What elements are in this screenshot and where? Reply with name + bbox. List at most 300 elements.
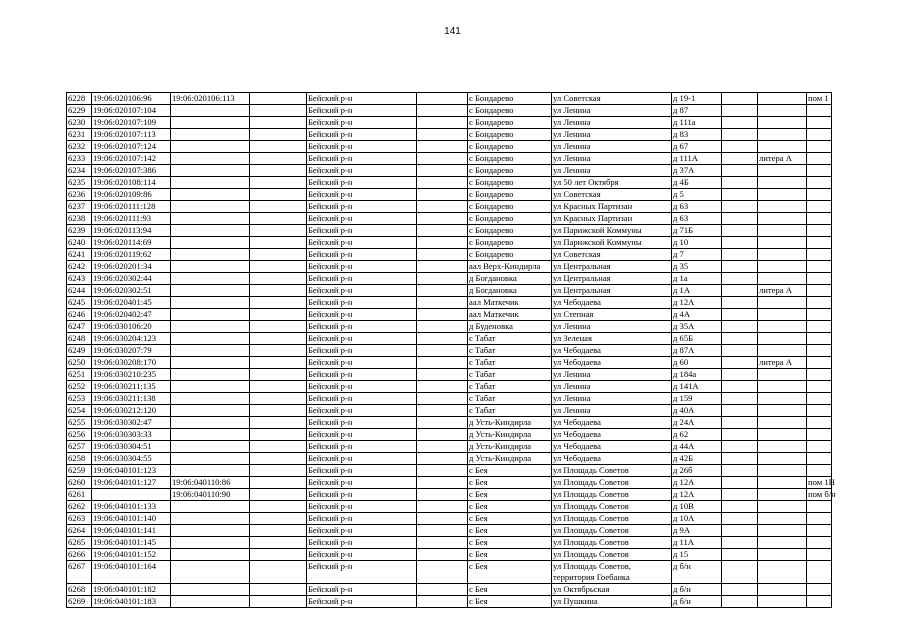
linked-cadastral-cell	[171, 429, 250, 441]
blank-cell	[722, 153, 758, 165]
cadastral-number-cell: 19:06:020119:62	[92, 249, 171, 261]
blank-cell	[250, 405, 307, 417]
premise-cell	[807, 345, 832, 357]
house-cell: д 60	[672, 357, 722, 369]
row-number-cell: 6266	[67, 549, 92, 561]
cadastral-number-cell: 19:06:030303:33	[92, 429, 171, 441]
cadastral-number-cell: 19:06:020114:69	[92, 237, 171, 249]
settlement-cell: д Буденовка	[468, 321, 552, 333]
table-row	[67, 489, 832, 501]
row-number-cell: 6244	[67, 285, 92, 297]
row-number-cell: 6229	[67, 105, 92, 117]
house-cell: д 24А	[672, 417, 722, 429]
house-cell: д 12А	[672, 489, 722, 501]
blank-cell	[417, 153, 468, 165]
cadastral-number-cell: 19:06:040101:141	[92, 525, 171, 537]
cadastral-number-cell: 19:06:030211:138	[92, 393, 171, 405]
cadastral-number-cell: 19:06:020107:109	[92, 117, 171, 129]
blank-cell	[417, 441, 468, 453]
letter-cell: литера А	[758, 153, 807, 165]
premise-cell	[807, 261, 832, 273]
linked-cadastral-cell	[171, 153, 250, 165]
row-number-cell: 6248	[67, 333, 92, 345]
blank-cell	[722, 584, 758, 596]
row-number-cell: 6238	[67, 213, 92, 225]
linked-cadastral-cell	[171, 357, 250, 369]
row-number-cell: 6242	[67, 261, 92, 273]
blank-cell	[722, 117, 758, 129]
cadastral-number-cell: 19:06:040101:127	[92, 477, 171, 489]
premise-cell	[807, 201, 832, 213]
street-cell: ул Ленина	[552, 105, 672, 117]
row-number-cell: 6258	[67, 453, 92, 465]
street-cell: ул Площадь Советов	[552, 513, 672, 525]
linked-cadastral-cell	[171, 177, 250, 189]
letter-cell	[758, 489, 807, 501]
blank-cell	[417, 165, 468, 177]
settlement-cell: аал Маткечик	[468, 309, 552, 321]
blank-cell	[417, 537, 468, 549]
district-cell: Бейский р-н	[307, 369, 417, 381]
district-cell: Бейский р-н	[307, 393, 417, 405]
blank-cell	[722, 596, 758, 608]
blank-cell	[417, 477, 468, 489]
street-cell: ул Площадь Советов	[552, 537, 672, 549]
letter-cell: литера А	[758, 357, 807, 369]
cadastral-number-cell: 19:06:020109:86	[92, 189, 171, 201]
linked-cadastral-cell	[171, 465, 250, 477]
blank-cell	[417, 369, 468, 381]
blank-cell	[417, 93, 468, 105]
district-cell: Бейский р-н	[307, 237, 417, 249]
row-number-cell: 6228	[67, 93, 92, 105]
house-cell: д 62	[672, 429, 722, 441]
blank-cell	[417, 561, 468, 584]
letter-cell	[758, 93, 807, 105]
letter-cell	[758, 537, 807, 549]
letter-cell	[758, 549, 807, 561]
table-row	[67, 141, 832, 153]
table-row	[67, 381, 832, 393]
settlement-cell: д Богдановка	[468, 273, 552, 285]
street-cell: ул Ленина	[552, 165, 672, 177]
blank-cell	[722, 441, 758, 453]
letter-cell	[758, 596, 807, 608]
blank-cell	[722, 201, 758, 213]
cadastral-number-cell: 19:06:040101:183	[92, 596, 171, 608]
table-row	[67, 285, 832, 297]
house-cell: д 10	[672, 237, 722, 249]
street-cell: ул Чебодаева	[552, 297, 672, 309]
row-number-cell: 6232	[67, 141, 92, 153]
district-cell: Бейский р-н	[307, 177, 417, 189]
blank-cell	[250, 549, 307, 561]
linked-cadastral-cell	[171, 393, 250, 405]
linked-cadastral-cell	[171, 309, 250, 321]
row-number-cell: 6231	[67, 129, 92, 141]
linked-cadastral-cell	[171, 513, 250, 525]
blank-cell	[722, 333, 758, 345]
letter-cell	[758, 105, 807, 117]
street-cell: ул Степная	[552, 309, 672, 321]
linked-cadastral-cell: 19:06:020106:113	[171, 93, 250, 105]
district-cell: Бейский р-н	[307, 141, 417, 153]
row-number-cell: 6230	[67, 117, 92, 129]
settlement-cell: с Бондарево	[468, 177, 552, 189]
row-number-cell: 6260	[67, 477, 92, 489]
street-cell: ул Площадь Советов	[552, 501, 672, 513]
settlement-cell: с Бея	[468, 477, 552, 489]
blank-cell	[722, 129, 758, 141]
house-cell: д 42Б	[672, 453, 722, 465]
row-number-cell: 6267	[67, 561, 92, 584]
row-number-cell: 6268	[67, 584, 92, 596]
settlement-cell: с Табат	[468, 345, 552, 357]
linked-cadastral-cell	[171, 117, 250, 129]
blank-cell	[250, 117, 307, 129]
blank-cell	[417, 345, 468, 357]
blank-cell	[722, 165, 758, 177]
premise-cell	[807, 117, 832, 129]
table-row	[67, 297, 832, 309]
premise-cell	[807, 153, 832, 165]
settlement-cell: с Бондарево	[468, 201, 552, 213]
house-cell: д 9А	[672, 525, 722, 537]
blank-cell	[722, 357, 758, 369]
street-cell: ул Ленина	[552, 117, 672, 129]
table-row	[67, 561, 832, 584]
blank-cell	[722, 513, 758, 525]
district-cell: Бейский р-н	[307, 417, 417, 429]
district-cell: Бейский р-н	[307, 285, 417, 297]
street-cell: ул Площадь Советов	[552, 549, 672, 561]
blank-cell	[250, 417, 307, 429]
premise-cell	[807, 297, 832, 309]
premise-cell	[807, 321, 832, 333]
premise-cell: пом 1	[807, 93, 832, 105]
table-row	[67, 249, 832, 261]
linked-cadastral-cell	[171, 189, 250, 201]
house-cell: д 63	[672, 201, 722, 213]
table-row	[67, 129, 832, 141]
linked-cadastral-cell	[171, 213, 250, 225]
cadastral-number-cell: 19:06:030302:47	[92, 417, 171, 429]
register-body	[67, 93, 836, 608]
house-cell: д 4Б	[672, 177, 722, 189]
table-row	[67, 537, 832, 549]
linked-cadastral-cell	[171, 333, 250, 345]
premise-cell	[807, 165, 832, 177]
settlement-cell: с Табат	[468, 405, 552, 417]
blank-cell	[250, 345, 307, 357]
street-cell: ул Чебодаева	[552, 453, 672, 465]
premise-cell	[807, 584, 832, 596]
district-cell: Бейский р-н	[307, 596, 417, 608]
house-cell: д 44А	[672, 441, 722, 453]
blank-cell	[722, 261, 758, 273]
premise-cell	[807, 513, 832, 525]
street-cell: ул Ленина	[552, 153, 672, 165]
letter-cell	[758, 561, 807, 584]
premise-cell	[807, 441, 832, 453]
street-cell: ул Площадь Советов	[552, 489, 672, 501]
linked-cadastral-cell	[171, 285, 250, 297]
premise-cell	[807, 537, 832, 549]
house-cell: д 5	[672, 189, 722, 201]
table-row	[67, 225, 832, 237]
district-cell: Бейский р-н	[307, 441, 417, 453]
cadastral-number-cell: 19:06:040101:145	[92, 537, 171, 549]
blank-cell	[722, 189, 758, 201]
street-cell: ул Чебодаева	[552, 417, 672, 429]
settlement-cell: с Бея	[468, 525, 552, 537]
blank-cell	[722, 561, 758, 584]
settlement-cell: с Бея	[468, 561, 552, 584]
settlement-cell: с Бондарево	[468, 237, 552, 249]
blank-cell	[417, 489, 468, 501]
letter-cell	[758, 297, 807, 309]
district-cell: Бейский р-н	[307, 201, 417, 213]
blank-cell	[250, 201, 307, 213]
house-cell: д 15	[672, 549, 722, 561]
row-number-cell: 6233	[67, 153, 92, 165]
settlement-cell: д Усть-Киндирла	[468, 441, 552, 453]
street-cell: ул Площадь Советов	[552, 477, 672, 489]
settlement-cell: аал Верх-Киндирла	[468, 261, 552, 273]
premise-cell	[807, 141, 832, 153]
blank-cell	[722, 213, 758, 225]
settlement-cell: с Бондарево	[468, 213, 552, 225]
blank-cell	[250, 381, 307, 393]
settlement-cell: с Бондарево	[468, 189, 552, 201]
premise-cell	[807, 525, 832, 537]
row-number-cell: 6252	[67, 381, 92, 393]
letter-cell	[758, 513, 807, 525]
settlement-cell: с Бея	[468, 513, 552, 525]
letter-cell	[758, 177, 807, 189]
blank-cell	[417, 213, 468, 225]
letter-cell	[758, 213, 807, 225]
house-cell: д 11А	[672, 537, 722, 549]
blank-cell	[722, 405, 758, 417]
premise-cell	[807, 465, 832, 477]
table-row	[67, 165, 832, 177]
letter-cell	[758, 129, 807, 141]
house-cell: д 159	[672, 393, 722, 405]
blank-cell	[417, 453, 468, 465]
table-row	[67, 525, 832, 537]
blank-cell	[250, 153, 307, 165]
street-cell: ул Центральная	[552, 273, 672, 285]
blank-cell	[722, 489, 758, 501]
letter-cell	[758, 189, 807, 201]
street-cell: ул Октябрьская	[552, 584, 672, 596]
letter-cell	[758, 225, 807, 237]
premise-cell	[807, 285, 832, 297]
street-cell: ул Центральная	[552, 261, 672, 273]
house-cell: д 4А	[672, 309, 722, 321]
house-cell: д 7	[672, 249, 722, 261]
linked-cadastral-cell	[171, 417, 250, 429]
premise-cell	[807, 417, 832, 429]
blank-cell	[417, 393, 468, 405]
house-cell: д 111А	[672, 153, 722, 165]
house-cell: д 111а	[672, 117, 722, 129]
cadastral-number-cell: 19:06:020107:104	[92, 105, 171, 117]
blank-cell	[417, 309, 468, 321]
street-cell: ул Советская	[552, 93, 672, 105]
table-row	[67, 465, 832, 477]
house-cell: д б/н	[672, 584, 722, 596]
register-table	[66, 92, 836, 608]
street-cell: ул Парижской Коммуны	[552, 237, 672, 249]
letter-cell	[758, 441, 807, 453]
letter-cell	[758, 584, 807, 596]
blank-cell	[417, 465, 468, 477]
table-row	[67, 333, 832, 345]
row-number-cell: 6237	[67, 201, 92, 213]
cadastral-number-cell: 19:06:030204:123	[92, 333, 171, 345]
letter-cell	[758, 333, 807, 345]
table-row	[67, 177, 832, 189]
letter-cell	[758, 393, 807, 405]
premise-cell	[807, 225, 832, 237]
district-cell: Бейский р-н	[307, 189, 417, 201]
street-cell: ул Площадь Советов	[552, 525, 672, 537]
table-row	[67, 309, 832, 321]
letter-cell	[758, 345, 807, 357]
street-cell: ул Красных Партизан	[552, 201, 672, 213]
district-cell: Бейский р-н	[307, 465, 417, 477]
district-cell: Бейский р-н	[307, 261, 417, 273]
cadastral-number-cell: 19:06:020107:142	[92, 153, 171, 165]
district-cell: Бейский р-н	[307, 489, 417, 501]
table-row	[67, 345, 832, 357]
premise-cell	[807, 501, 832, 513]
premise-cell	[807, 357, 832, 369]
house-cell: д 1А	[672, 285, 722, 297]
blank-cell	[417, 141, 468, 153]
settlement-cell: с Бондарево	[468, 93, 552, 105]
district-cell: Бейский р-н	[307, 584, 417, 596]
premise-cell	[807, 273, 832, 285]
district-cell: Бейский р-н	[307, 501, 417, 513]
cadastral-number-cell: 19:06:040101:164	[92, 561, 171, 584]
table-row	[67, 441, 832, 453]
table-row	[67, 357, 832, 369]
blank-cell	[417, 405, 468, 417]
cadastral-number-cell: 19:06:020107:113	[92, 129, 171, 141]
district-cell: Бейский р-н	[307, 105, 417, 117]
row-number-cell: 6240	[67, 237, 92, 249]
letter-cell	[758, 465, 807, 477]
district-cell: Бейский р-н	[307, 165, 417, 177]
blank-cell	[250, 129, 307, 141]
house-cell: д б/н	[672, 596, 722, 608]
blank-cell	[250, 393, 307, 405]
letter-cell	[758, 525, 807, 537]
blank-cell	[722, 465, 758, 477]
table-row	[67, 405, 832, 417]
settlement-cell: с Бея	[468, 465, 552, 477]
blank-cell	[722, 345, 758, 357]
house-cell: д 1а	[672, 273, 722, 285]
street-cell: ул Ленина	[552, 369, 672, 381]
blank-cell	[250, 489, 307, 501]
blank-cell	[250, 273, 307, 285]
blank-cell	[250, 237, 307, 249]
row-number-cell: 6235	[67, 177, 92, 189]
row-number-cell: 6257	[67, 441, 92, 453]
linked-cadastral-cell	[171, 405, 250, 417]
blank-cell	[722, 321, 758, 333]
cadastral-number-cell: 19:06:030106:20	[92, 321, 171, 333]
blank-cell	[250, 465, 307, 477]
row-number-cell: 6245	[67, 297, 92, 309]
table-row	[67, 93, 832, 105]
blank-cell	[250, 309, 307, 321]
blank-cell	[417, 237, 468, 249]
cadastral-number-cell: 19:06:040101:140	[92, 513, 171, 525]
blank-cell	[250, 93, 307, 105]
district-cell: Бейский р-н	[307, 213, 417, 225]
blank-cell	[417, 189, 468, 201]
blank-cell	[722, 249, 758, 261]
premise-cell	[807, 429, 832, 441]
house-cell: д 65Б	[672, 333, 722, 345]
linked-cadastral-cell	[171, 261, 250, 273]
row-number-cell: 6251	[67, 369, 92, 381]
linked-cadastral-cell	[171, 345, 250, 357]
linked-cadastral-cell	[171, 369, 250, 381]
blank-cell	[722, 393, 758, 405]
table-row	[67, 321, 832, 333]
linked-cadastral-cell	[171, 105, 250, 117]
blank-cell	[250, 477, 307, 489]
letter-cell	[758, 405, 807, 417]
blank-cell	[250, 357, 307, 369]
table-row	[67, 477, 832, 489]
blank-cell	[417, 513, 468, 525]
blank-cell	[417, 129, 468, 141]
cadastral-number-cell: 19:06:030212:120	[92, 405, 171, 417]
table-row	[67, 237, 832, 249]
blank-cell	[722, 297, 758, 309]
premise-cell	[807, 129, 832, 141]
street-cell: ул Чебодаева	[552, 357, 672, 369]
cadastral-number-cell: 19:06:040101:182	[92, 584, 171, 596]
letter-cell	[758, 141, 807, 153]
blank-cell	[250, 225, 307, 237]
row-number-cell: 6259	[67, 465, 92, 477]
letter-cell	[758, 273, 807, 285]
cadastral-number-cell: 19:06:030207:79	[92, 345, 171, 357]
premise-cell	[807, 596, 832, 608]
blank-cell	[722, 237, 758, 249]
letter-cell	[758, 369, 807, 381]
blank-cell	[417, 249, 468, 261]
cadastral-number-cell: 19:06:020108:114	[92, 177, 171, 189]
house-cell: д 10В	[672, 501, 722, 513]
table-row	[67, 393, 832, 405]
street-cell: ул Центральная	[552, 285, 672, 297]
house-cell: д 67	[672, 141, 722, 153]
blank-cell	[250, 141, 307, 153]
blank-cell	[417, 285, 468, 297]
blank-cell	[722, 105, 758, 117]
house-cell: д 35	[672, 261, 722, 273]
district-cell: Бейский р-н	[307, 525, 417, 537]
